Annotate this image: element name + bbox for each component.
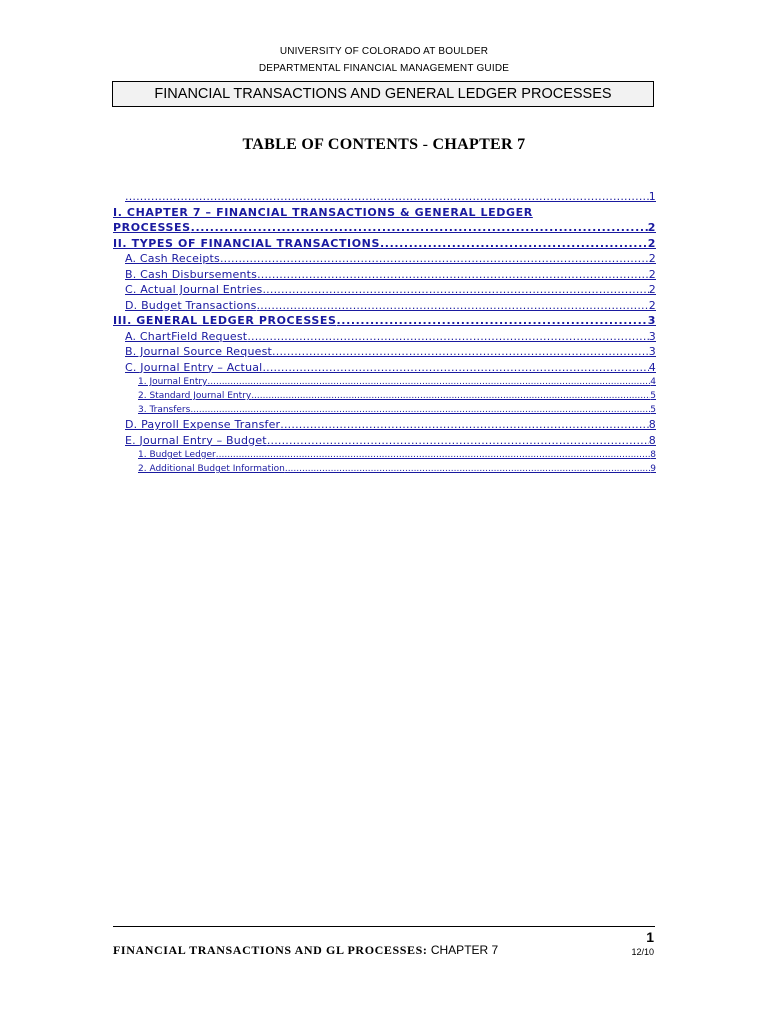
- toc-entry-page: 2: [648, 283, 656, 296]
- toc-entry-page: 5: [650, 391, 656, 401]
- toc-entry-journal-entry-budget[interactable]: [113, 433, 656, 449]
- toc-leader: [251, 389, 650, 403]
- toc-entry-chartfield-request[interactable]: [113, 329, 656, 345]
- footer-title: FINANCIAL TRANSACTIONS AND GL PROCESSES:: [113, 943, 428, 957]
- toc-entry-label: 2. Standard Journal Entry: [138, 391, 252, 401]
- toc-entry-types-of-transactions[interactable]: [113, 236, 656, 252]
- toc-entry-label: 1. Budget Ledger: [138, 450, 216, 460]
- toc-leader: [262, 282, 648, 298]
- toc-entry-label: B. Journal Source Request: [125, 345, 273, 358]
- toc-entry-cash-disbursements[interactable]: [113, 267, 656, 283]
- toc-leader: [337, 313, 648, 329]
- toc-entry-label: III. GENERAL LEDGER PROCESSES: [113, 314, 337, 327]
- toc-entry-label: D. Payroll Expense Transfer: [125, 418, 281, 431]
- toc-entry-page: 4: [650, 377, 656, 387]
- footer-date: 12/10: [631, 947, 654, 957]
- toc-entry-label: A. ChartField Request: [125, 329, 248, 343]
- toc-entry-label: E. Journal Entry – Budget: [125, 433, 267, 447]
- toc-leader: [207, 375, 650, 389]
- toc-leader: [247, 329, 648, 345]
- toc-leader: [216, 448, 651, 462]
- toc-entry-label: C. Actual Journal Entries: [125, 283, 263, 296]
- toc-entry-page: 2: [647, 236, 656, 250]
- toc-entry-budget-transactions[interactable]: [113, 298, 656, 314]
- footer-rule: [113, 926, 655, 927]
- toc-leader: [191, 220, 648, 236]
- toc-entry-page: 8: [650, 450, 656, 460]
- toc-entry-additional-budget-information[interactable]: [113, 462, 656, 476]
- toc-entry-payroll-expense-transfer[interactable]: [113, 417, 656, 433]
- toc-entry-journal-source-request[interactable]: [113, 344, 656, 360]
- toc-entry-actual-journal-entries[interactable]: [113, 282, 656, 298]
- toc-entry-label: A. Cash Receipts: [125, 252, 220, 265]
- header-guide-name: DEPARTMENTAL FINANCIAL MANAGEMENT GUIDE: [258, 63, 510, 74]
- toc-heading-chapter: CHAPTER 7: [432, 136, 526, 153]
- header-university: UNIVERSITY OF COLORADO AT BOULDER: [279, 46, 489, 57]
- toc-entry-general-ledger-processes[interactable]: [113, 313, 656, 329]
- table-of-contents: [113, 189, 656, 476]
- toc-entry-label: II. TYPES OF FINANCIAL TRANSACTIONS: [113, 236, 381, 250]
- toc-leader: [280, 417, 649, 433]
- toc-entry-label: C. Journal Entry – Actual: [125, 360, 263, 374]
- toc-entry-page: 2: [648, 267, 656, 281]
- toc-heading-separator: -: [418, 136, 433, 153]
- toc-entry-label: B. Cash Disbursements: [125, 267, 258, 281]
- toc-entry-page: 4: [648, 360, 656, 374]
- toc-entry-label: 3. Transfers: [138, 405, 191, 415]
- toc-entry-label: 1. Journal Entry: [138, 377, 208, 387]
- toc-entry-journal-entry[interactable]: [113, 375, 656, 389]
- toc-leader: [267, 433, 649, 449]
- toc-leader: [262, 360, 648, 376]
- toc-entry-page: 8: [648, 433, 656, 447]
- toc-leader: [220, 251, 649, 267]
- toc-entry-chapter7-line1[interactable]: I. CHAPTER 7 – FINANCIAL TRANSACTIONS & GENERAL LEDGER: [113, 205, 533, 219]
- toc-entry-page: 2: [648, 298, 656, 312]
- toc-heading: [0, 136, 768, 154]
- toc-entry-page: 3: [647, 314, 656, 327]
- toc-entry-page: 2: [647, 221, 656, 234]
- toc-leader: [272, 344, 649, 360]
- toc-entry-label: D. Budget Transactions: [125, 298, 257, 312]
- toc-entry-journal-entry-actual[interactable]: [113, 360, 656, 376]
- toc-entry-page: 2: [648, 252, 656, 265]
- toc-leader: [285, 462, 650, 476]
- toc-leader: [190, 403, 650, 417]
- toc-leader: [257, 298, 649, 314]
- chapter-banner: FINANCIAL TRANSACTIONS AND GENERAL LEDGER PROCESSES: [112, 81, 654, 107]
- footer-chapter: CHAPTER 7: [427, 943, 499, 957]
- footer-chapter-label: [113, 943, 498, 958]
- toc-leader: [257, 267, 649, 283]
- toc-entry-page: 1: [648, 190, 656, 203]
- toc-entry-chapter7[interactable]: [113, 220, 656, 236]
- toc-leader: [380, 236, 648, 252]
- toc-entry-page: 9: [650, 464, 656, 474]
- toc-entry-page: 3: [648, 329, 656, 343]
- toc-entry-budget-ledger[interactable]: [113, 448, 656, 462]
- toc-leader: [125, 189, 649, 205]
- toc-entry-transfers[interactable]: [113, 403, 656, 417]
- toc-entry-standard-journal-entry[interactable]: [113, 389, 656, 403]
- toc-entry-page: 3: [648, 345, 656, 358]
- footer-page-number: 1: [646, 929, 654, 945]
- toc-entry-label: 2. Additional Budget Information: [138, 464, 285, 474]
- toc-heading-main: TABLE OF CONTENTS: [242, 136, 419, 153]
- toc-entry-page: 5: [650, 405, 656, 415]
- toc-entry-untitled[interactable]: [113, 189, 656, 205]
- toc-entry-cash-receipts[interactable]: [113, 251, 656, 267]
- toc-entry-label: PROCESSES: [113, 221, 191, 234]
- toc-entry-page: 8: [648, 418, 656, 431]
